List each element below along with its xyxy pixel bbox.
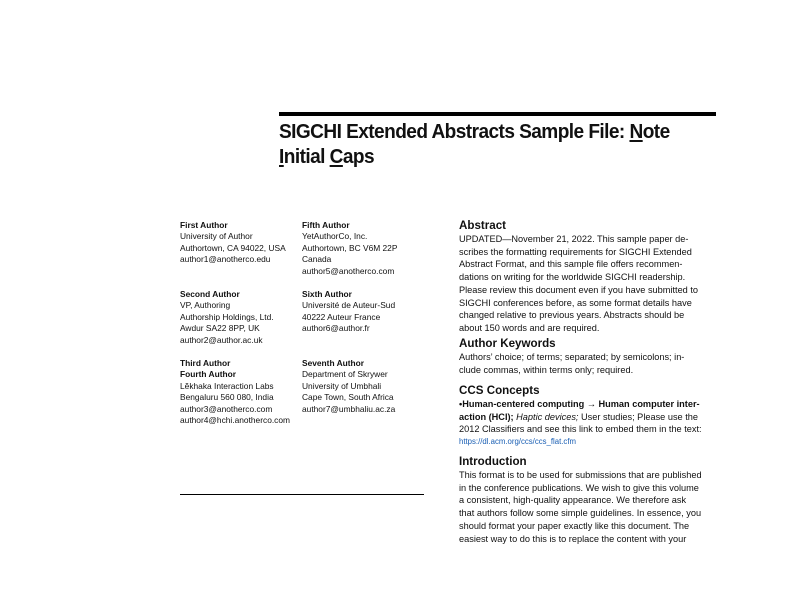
author-affiliation: Department of Skrywer (302, 369, 388, 380)
keywords-heading: Author Keywords (459, 337, 556, 350)
author-name: First Author (180, 220, 228, 230)
author-email: author3@anotherco.com (180, 403, 273, 414)
title-underlined-letter: I (279, 145, 284, 168)
author-affiliation: University of Umbhali (302, 380, 382, 391)
abstract-text (459, 233, 711, 335)
arrow-icon: → (584, 399, 599, 409)
author-name: Fourth Author (180, 369, 236, 380)
ccs-text-rest: User studies; Please use the (578, 411, 698, 422)
author-email: author7@umbhaliu.ac.za (302, 403, 396, 414)
ccs-concept: action (HCI); (459, 411, 514, 422)
title-text: SIGCHI Extended Abstracts Sample File: (279, 120, 630, 143)
ccs-concept: Human-centered computing (462, 399, 585, 409)
title-line-1 (279, 120, 670, 143)
text-line: about 150 words and are required. (459, 322, 600, 333)
text-line: easiest way to do this is to replace the content with your (459, 533, 687, 544)
author-block-sixth (302, 289, 432, 335)
introduction-text (459, 469, 711, 545)
author-name: Sixth Author (302, 289, 352, 299)
title-top-rule (279, 112, 716, 116)
keywords-text (459, 351, 711, 376)
text-line: This format is to be used for submissions that are published (459, 470, 702, 480)
left-column-footer-rule (180, 494, 424, 495)
text-line: Authors’ choice; of terms; separated; by semicolons; in- (459, 352, 685, 362)
author-name: Seventh Author (302, 358, 365, 368)
author-email: author1@anotherco.edu (180, 254, 271, 265)
author-block-second (180, 289, 310, 346)
text-line: changed relative to previous years. Abstracts should be (459, 310, 685, 321)
author-affiliation: Authorship Holdings, Ltd. (180, 311, 274, 322)
author-address: Cape Town, South Africa (302, 392, 394, 403)
text-line: that authors follow some simple guidelines. In essence, you (459, 508, 702, 519)
abstract-heading: Abstract (459, 219, 507, 232)
author-address: Awdur SA22 8PP, UK (180, 323, 260, 334)
ccs-subconcept: Haptic devices; (513, 411, 579, 422)
title-line-2 (279, 145, 374, 168)
title-text: aps (342, 145, 375, 168)
author-affiliation: YetAuthorCo, Inc. (302, 231, 368, 242)
author-name: Third Author (180, 358, 231, 368)
author-email: author4@hchi.anotherco.com (180, 415, 290, 426)
author-affiliation: VP, Authoring (180, 300, 231, 311)
author-block-first (180, 220, 310, 266)
author-email: author6@author.fr (302, 323, 370, 334)
bullet: • (459, 399, 463, 409)
paper-title (279, 119, 688, 169)
ccs-section (459, 384, 711, 449)
text-line: UPDATED—November 21, 2022. This sample paper de- (459, 234, 689, 244)
text-line: Please review this document even if you have submitted to (459, 284, 699, 295)
text-line: a consistent, high-quality appearance. We therefore ask (459, 495, 687, 506)
title-underlined-letter: N (629, 120, 643, 143)
text-line (459, 398, 711, 411)
keywords-section (459, 337, 711, 376)
author-block-seventh (302, 358, 432, 415)
author-email: author5@anotherco.com (302, 265, 395, 276)
author-email: author2@author.ac.uk (180, 334, 263, 345)
abstract-section (459, 219, 711, 335)
text-line: in the conference publications. We wish to give this volume (459, 482, 699, 493)
author-affiliation: University of Author (180, 231, 253, 242)
text-line: SIGCHI conferences before, as some format details have (459, 297, 692, 308)
author-address: 40222 Auteur France (302, 311, 381, 322)
text-line: scribes the formatting requirements for SIGCHI Extended (459, 246, 692, 257)
author-country: Canada (302, 254, 332, 265)
ccs-heading: CCS Concepts (459, 384, 540, 397)
author-affiliation: Université de Auteur-Sud (302, 300, 396, 311)
ccs-text (459, 398, 711, 449)
text-line: should format your paper exactly like this document. The (459, 520, 690, 531)
introduction-section (459, 455, 711, 545)
author-address: Authortown, CA 94022, USA (180, 242, 286, 253)
title-underlined-letter: C (329, 145, 343, 168)
title-text: ote (642, 120, 670, 143)
text-line: 2012 Classifiers and see this link to embed them in the text: (459, 424, 702, 435)
author-block-fifth (302, 220, 432, 277)
ccs-concept: Human computer inter- (598, 399, 700, 409)
author-affiliation: Lĕkhaka Interaction Labs (180, 380, 274, 391)
title-text: nitial (283, 145, 330, 168)
text-line (459, 411, 711, 424)
author-address: Bengaluru 560 080, India (180, 392, 274, 403)
text-line: Abstract Format, and this sample file offers recommen- (459, 259, 683, 270)
author-address: Authortown, BC V6M 22P (302, 242, 398, 253)
introduction-heading: Introduction (459, 455, 527, 468)
author-block-third-fourth (180, 358, 310, 426)
author-name: Second Author (180, 289, 240, 299)
author-name: Fifth Author (302, 220, 350, 230)
text-line: clude commas, within terms only; required. (459, 364, 634, 375)
ccs-link[interactable]: https://dl.acm.org/ccs/ccs_flat.cfm (459, 437, 576, 447)
text-line: dations on writing for the worldwide SIGCHI readership. (459, 272, 686, 283)
